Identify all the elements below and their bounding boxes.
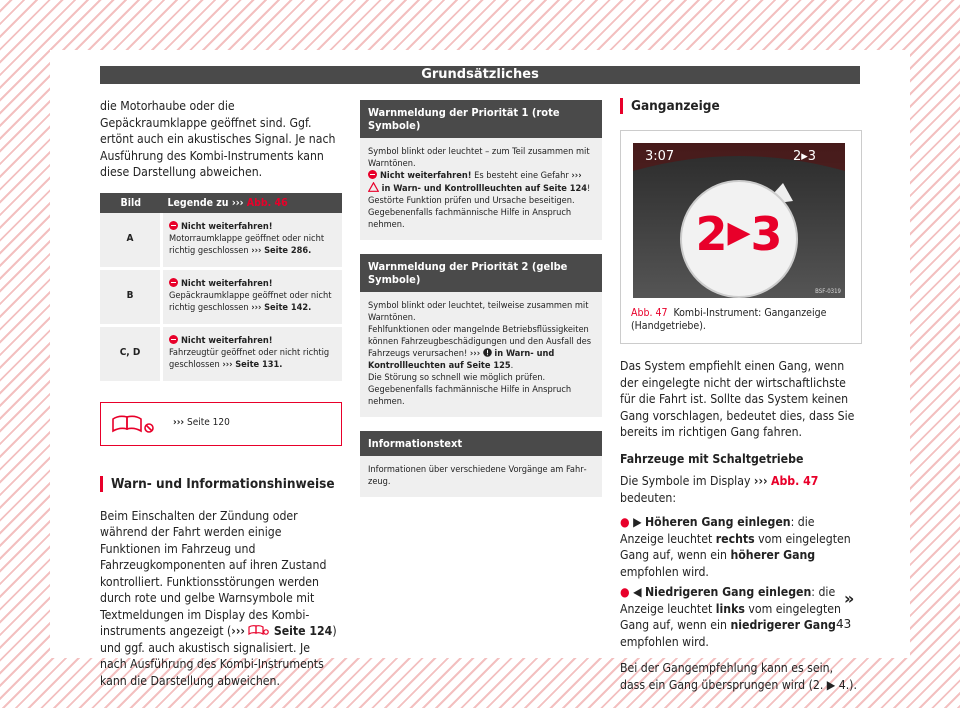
instrument-image bbox=[633, 143, 845, 298]
skip-text-a: Bei der Gangempfehlung kann es sein, dass ein Gang übersprungen wird (2. bbox=[620, 661, 834, 692]
bullet-text: : die Anzeige leuchtet bbox=[620, 515, 815, 546]
gear-arrow-right-icon: ▶ bbox=[727, 215, 751, 250]
figure-label: Abb. 47 bbox=[631, 307, 668, 319]
row-page-link[interactable]: Seite 131. bbox=[235, 358, 283, 370]
gear-readout-small: 2▸3 bbox=[793, 149, 817, 164]
box-line: Gestörte Funktion prüfen und Ursache beseitigen. Gegebenenfalls fachmännische Hilfe in Anspruch nehmen. bbox=[368, 195, 575, 230]
ref-arrows: ››› bbox=[231, 624, 245, 638]
row-title: Nicht weiterfahren! bbox=[181, 220, 273, 232]
ref-arrows: ››› bbox=[222, 358, 233, 370]
note-ref[interactable] bbox=[173, 417, 230, 428]
stop-warning-icon bbox=[169, 335, 178, 344]
row-bild: B bbox=[100, 268, 162, 325]
bullet-dot-icon: ● bbox=[620, 515, 630, 529]
gear-from: 2 bbox=[695, 207, 728, 261]
row-bild: A bbox=[100, 213, 162, 269]
legend-col-legend bbox=[162, 193, 343, 213]
box-bold: Nicht weiterfahren! bbox=[380, 170, 472, 181]
ref-arrows: ››› bbox=[469, 348, 481, 359]
column-right bbox=[620, 98, 860, 693]
note-page-link[interactable]: Seite 120 bbox=[186, 416, 230, 428]
arrow-left-icon: ◀ bbox=[633, 585, 642, 599]
ref-arrows: ››› bbox=[251, 244, 262, 256]
section-title-gear: Ganganzeige bbox=[620, 98, 860, 114]
box-link[interactable]: in Warn- und Kontrollleuchten auf Seite 125 bbox=[368, 348, 555, 371]
info-box bbox=[360, 431, 602, 497]
legend-table-header bbox=[100, 193, 342, 213]
row-page-link[interactable]: Seite 286. bbox=[264, 244, 312, 256]
warn-box-content bbox=[360, 292, 602, 417]
gear-readout-large bbox=[633, 207, 845, 261]
warn-box-priority-2 bbox=[360, 254, 602, 417]
bullet-bold: links bbox=[715, 601, 745, 616]
box-line: Informationen über verschiedene Vorgänge am Fahrzeug. bbox=[368, 464, 587, 487]
stop-warning-icon bbox=[368, 170, 377, 179]
warn-text-part-a: Beim Einschalten der Zündung oder während der Fahrt werden einige Funktionen im Fahrzeug und Fahrzeugkomponenten auf ihren Zustand kontrolliert. Funktionsstörungen werden durch rote und gelbe Warnsymbole mit Textmeldungen im Display des Kombi-instruments angezeigt ( bbox=[100, 508, 327, 638]
figure-code: BSF-0319 bbox=[815, 288, 841, 295]
box-line: Symbol blinkt oder leuchtet – zum Teil zusammen mit Warntönen. bbox=[368, 146, 590, 169]
symbols-text-b: bedeuten: bbox=[620, 490, 677, 505]
stop-warning-icon bbox=[169, 221, 178, 230]
legend-figure-ref[interactable]: Abb. 46 bbox=[246, 196, 288, 209]
bullet-bold: Niedrigeren Gang einlegen bbox=[644, 585, 812, 599]
ref-arrows: ››› bbox=[251, 301, 262, 313]
gear-to: 3 bbox=[750, 207, 783, 261]
arrow-right-icon: ▶ bbox=[633, 515, 642, 529]
row-text: Motorraumklappe geöffnet oder nicht richtig geschlossen bbox=[169, 232, 325, 256]
continue-marker: » bbox=[844, 589, 855, 608]
row-text: Gepäckraumklappe geöffnet oder nicht richtig geschlossen bbox=[169, 289, 332, 313]
ref-arrows: ››› bbox=[753, 474, 768, 488]
symbols-text bbox=[620, 473, 860, 506]
warn-text-part-b: ) und ggf. auch akustisch signalisiert. Je nach Ausführung des Kombi-Instruments kann die Darstellung abweichen. bbox=[100, 624, 337, 688]
open-book-icon bbox=[111, 413, 155, 435]
skip-gear-text bbox=[620, 660, 860, 693]
warn-page-link[interactable]: Seite 124 bbox=[273, 624, 333, 638]
page-number: 43 bbox=[836, 617, 852, 631]
info-box-title: Informationstext bbox=[360, 431, 602, 456]
box-line: Es besteht eine Gefahr bbox=[474, 170, 569, 181]
figure-caption bbox=[621, 298, 861, 343]
row-title: Nicht weiterfahren! bbox=[181, 277, 273, 289]
bullet-text: vom eingelegten Gang auf, wenn ein bbox=[620, 601, 841, 632]
row-page-link[interactable]: Seite 142. bbox=[264, 301, 312, 313]
gear-intro-text: Das System empfiehlt einen Gang, wenn der eingelegte nicht der wirtschaftlichste für die Fahrt ist. Sollte das System keinen Gang vorschlagen, bedeutet dies, dass Sie bereits im richtigen Gang fahren. bbox=[620, 359, 855, 439]
row-legend bbox=[162, 325, 343, 382]
bullet-text: empfohlen wird. bbox=[620, 634, 709, 649]
box-link[interactable]: in Warn- und Kontrollleuchten auf Seite 124 bbox=[381, 183, 588, 194]
table-row bbox=[100, 325, 342, 382]
legend-col-label: Legende zu bbox=[167, 196, 229, 209]
box-line: ! bbox=[587, 183, 591, 194]
bullet-text: : die Anzeige leuchtet bbox=[620, 585, 836, 616]
info-box-content bbox=[360, 456, 602, 497]
ref-arrows: ››› bbox=[571, 170, 582, 181]
table-row bbox=[100, 213, 342, 269]
figure-ref-link[interactable]: Abb. 47 bbox=[770, 474, 819, 488]
row-title: Nicht weiterfahren! bbox=[181, 334, 273, 346]
bullet-higher-gear bbox=[620, 514, 860, 580]
open-book-icon bbox=[248, 624, 270, 636]
intro-text: die Motorhaube oder die Gepäckraumklappe geöffnet sind. Ggf. ertönt auch ein akustisches Signal. Je nach Ausführung des Kombi-Instruments kann diese Darstellung abweichen. bbox=[100, 99, 336, 179]
info-circle-icon bbox=[483, 348, 492, 357]
column-middle bbox=[360, 100, 602, 497]
bullet-bold: rechts bbox=[715, 531, 755, 546]
bullet-bold: Höheren Gang einlegen bbox=[644, 515, 791, 529]
page-header: Grundsätzliches bbox=[100, 66, 860, 84]
column-left bbox=[100, 98, 340, 689]
bullet-text: empfohlen wird. bbox=[620, 564, 709, 579]
bullet-lower-gear bbox=[620, 584, 860, 650]
note-box bbox=[100, 402, 342, 446]
bullet-bold: niedrigerer Gang bbox=[730, 618, 836, 632]
subhead: Fahrzeuge mit Schaltgetriebe bbox=[620, 451, 804, 466]
row-legend bbox=[162, 213, 343, 269]
warn-box-title: Warnmeldung der Priorität 2 (gelbe Symbole) bbox=[360, 254, 602, 292]
figure-caption-text: Kombi-Instrument: Ganganzeige (Handgetriebe). bbox=[631, 307, 827, 332]
row-text: Fahrzeugtür geöffnet oder nicht richtig geschlossen bbox=[169, 346, 330, 370]
warn-box-content bbox=[360, 138, 602, 240]
box-line: Fehlfunktionen oder mangelnde Betriebsflüssigkeiten können Fahrzeugbeschädigungen und den Ausfall des Fahrzeugs verursachen! bbox=[368, 324, 592, 359]
skip-text-b: 4.). bbox=[838, 677, 857, 692]
section-title-warn: Warn- und Informationshinweise bbox=[100, 476, 340, 492]
bullet-text: vom eingelegten Gang auf, wenn ein bbox=[620, 531, 851, 562]
symbols-text-a: Die Symbole im Display bbox=[620, 474, 751, 488]
bullet-bold: höherer Gang bbox=[730, 548, 816, 562]
warn-box-title: Warnmeldung der Priorität 1 (rote Symbole) bbox=[360, 100, 602, 138]
figure-47 bbox=[620, 130, 862, 344]
legend-col-bild: Bild bbox=[100, 193, 162, 213]
legend-table bbox=[100, 193, 342, 384]
ref-arrows: ››› bbox=[173, 416, 185, 428]
bullet-dot-icon: ● bbox=[620, 585, 630, 599]
clock-readout: 3:07 bbox=[645, 149, 675, 164]
row-legend bbox=[162, 268, 343, 325]
stop-warning-icon bbox=[169, 278, 178, 287]
row-bild: C, D bbox=[100, 325, 162, 382]
box-line: Symbol blinkt oder leuchtet, teilweise zusammen mit Warntönen. bbox=[368, 300, 589, 323]
arrow-right-icon: ▶ bbox=[826, 677, 836, 692]
warning-triangle-icon bbox=[368, 182, 379, 192]
warn-box-priority-1 bbox=[360, 100, 602, 240]
box-line: Die Störung so schnell wie möglich prüfen. Gegebenenfalls fachmännische Hilfe in Anspruch nehmen. bbox=[368, 372, 572, 407]
warn-section-text bbox=[100, 508, 340, 690]
ref-arrows: ››› bbox=[231, 196, 244, 209]
table-row bbox=[100, 268, 342, 325]
box-line: . bbox=[510, 360, 514, 371]
